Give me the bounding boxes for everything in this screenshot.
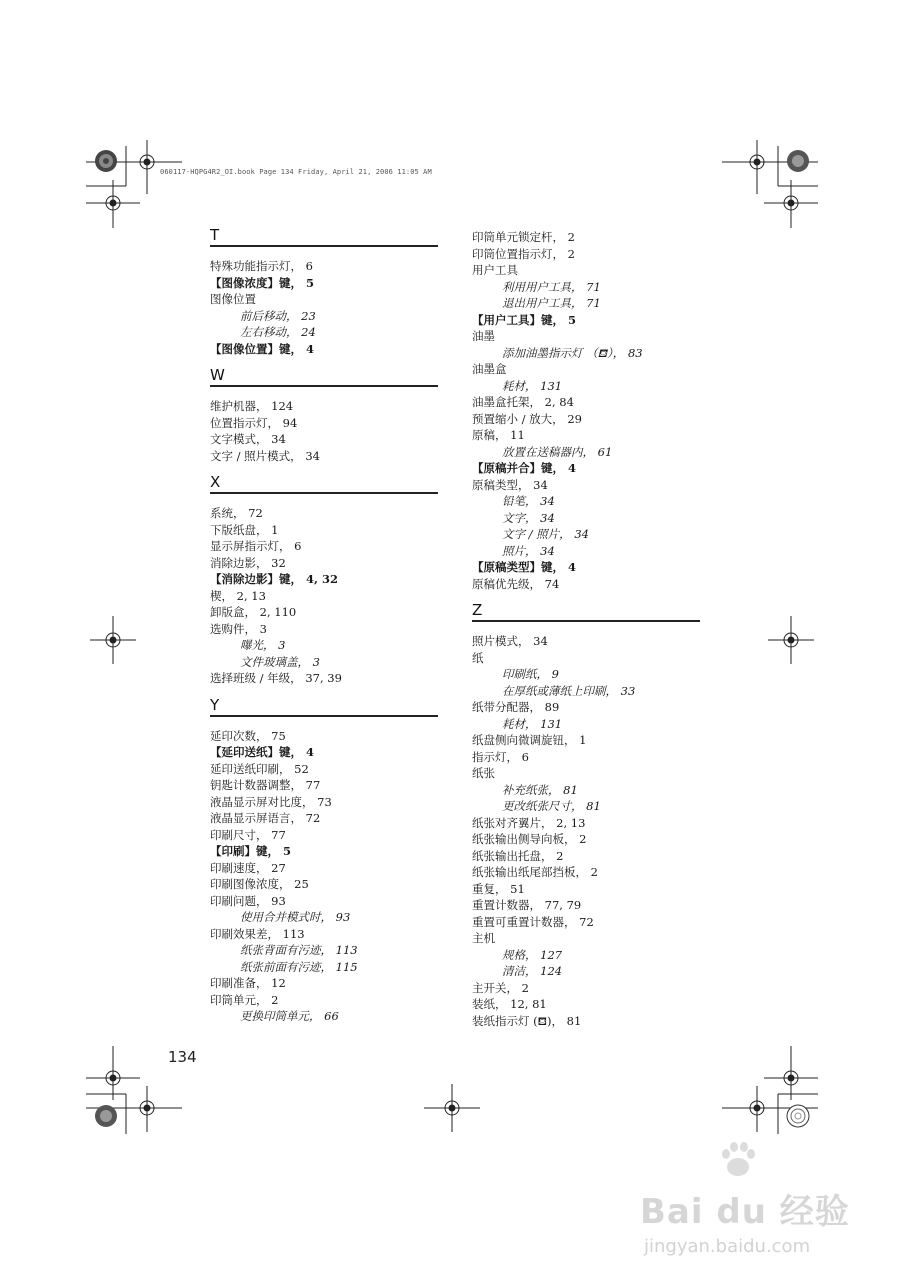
index-subentry: 耗材， 131 [502,378,563,393]
index-section [210,696,438,1025]
index-entry: 纸张输出纸尾部挡板， 2 [472,865,598,879]
index-entry: 显示屏指示灯， 6 [210,539,302,553]
section-letter-heading: T [210,226,438,247]
section-letter-heading: X [210,473,438,494]
index-entry: 楔， 2, 13 [210,588,266,603]
index-section [472,601,700,1029]
index-entry: 系统， 72 [210,506,263,520]
section-letter-heading: Y [210,696,438,717]
index-subentry: 清洁， 124 [502,964,563,978]
index-entry: 主开关， 2 [472,980,529,995]
index-subentry: 使用合并模式时， 93 [240,910,351,924]
watermark-url: jingyan.baidu.com [644,1236,811,1257]
baidu-watermark [640,1140,870,1270]
index-subentry: 左右移动， 24 [240,325,316,339]
index-section [210,473,438,687]
index-entry: 位置指示灯， 94 [210,415,298,430]
index-entry: 印筒单元， 2 [210,992,279,1007]
index-entry: 【原稿类型】键， 4 [472,560,577,574]
index-entry: 选购件， 3 [210,621,267,636]
index-entry: 维护机器， 124 [210,399,294,413]
index-column-right [472,229,700,1038]
index-subentry: 更改纸张尺寸， 81 [502,799,601,813]
index-subentry: 添加油墨指示灯 （⛾）， 83 [502,345,643,360]
watermark-brand: Bai du 经验 [640,1192,850,1232]
index-entry: 装纸， 12, 81 [472,997,547,1011]
index-subentry: 文字 / 照片， 34 [502,527,589,541]
index-entry: 印刷效果差， 113 [210,926,305,941]
index-subentry: 退出用户工具， 71 [502,296,601,310]
index-entry: 纸张输出侧导向板， 2 [472,832,587,846]
index-subentry: 规格， 127 [502,947,563,962]
index-entry: 选择班级 / 年级， 37, 39 [210,671,342,685]
index-section [472,229,700,592]
index-section [210,226,438,357]
index-entry: 钥匙计数器调整， 77 [210,778,321,792]
index-entry: 纸盘侧向微调旋钮， 1 [472,733,587,747]
index-entry: 主机 [472,931,495,945]
index-entry: 消除边影， 32 [210,555,286,570]
index-entry: 【图像浓度】键， 5 [210,275,315,290]
index-entry: 【延印送纸】键， 4 [210,745,315,759]
index-entry: 印筒单元锁定杆， 2 [472,230,575,244]
index-entry: 文字模式， 34 [210,432,286,446]
index-entry: 纸张对齐翼片， 2, 13 [472,815,586,830]
index-entry: 印刷准备， 12 [210,976,286,990]
index-entry: 延印送纸印刷， 52 [210,761,309,776]
index-entry: 指示灯， 6 [472,749,529,764]
page-number: 134 [168,1048,197,1066]
index-subentry: 利用用户工具， 71 [502,279,601,294]
index-entry: 【用户工具】键， 5 [472,312,577,327]
index-entry: 油墨盒 [472,362,507,376]
index-entry: 纸张 [472,766,495,780]
index-entry: 油墨盒托架， 2, 84 [472,395,574,409]
index-entry: 文字 / 照片模式， 34 [210,448,320,463]
index-entry: 【消除边影】键， 4, 32 [210,572,339,586]
index-subentry: 文字， 34 [502,510,555,525]
index-entry: 原稿类型， 34 [472,477,548,492]
index-entry: 重复， 51 [472,881,525,896]
section-letter-heading: Z [472,601,700,622]
index-entry: 【原稿并合】键， 4 [472,461,577,475]
index-subentry: 印刷纸， 9 [502,667,559,681]
index-entry: 液晶显示屏语言， 72 [210,811,321,825]
index-entry: 预置缩小 / 放大， 29 [472,411,582,426]
index-subentry: 照片， 34 [502,543,555,558]
index-subentry: 放置在送稿器内， 61 [502,444,613,459]
index-subentry: 纸张前面有污迹， 115 [240,959,358,974]
index-entry: 液晶显示屏对比度， 73 [210,794,332,809]
registration-mark-icon [86,140,818,1134]
index-subentry: 在厚纸或薄纸上印刷， 33 [502,683,636,698]
index-entry: 印刷速度， 27 [210,860,286,875]
index-entry: 原稿， 11 [472,428,525,442]
index-subentry: 曝光， 3 [240,638,286,652]
index-entry: 重置计数器， 77, 79 [472,898,582,912]
index-entry: 印刷尺寸， 77 [210,827,286,842]
index-entry: 纸 [472,650,484,665]
index-entry: 【印刷】键， 5 [210,844,292,858]
index-entry: 原稿优先级， 74 [472,576,560,591]
index-entry: 照片模式， 34 [472,634,548,648]
index-entry: 印刷问题， 93 [210,893,286,908]
paw-logo-icon [718,1140,758,1180]
index-entry: 延印次数， 75 [210,728,286,743]
section-letter-heading: W [210,366,438,387]
index-entry: 油墨 [472,329,495,343]
index-subentry: 铅笔， 34 [502,494,555,508]
index-entry: 装纸指示灯 (⛾)， 81 [472,1013,582,1028]
index-subentry: 耗材， 131 [502,716,563,731]
index-entry: 纸带分配器， 89 [472,700,560,714]
index-subentry: 文件玻璃盖， 3 [240,654,320,669]
index-entry: 印筒位置指示灯， 2 [472,246,575,261]
index-entry: 图像位置 [210,292,256,306]
index-subentry: 补充纸张， 81 [502,782,578,797]
file-header-line: 060117-HQPG4R2_OI.book Page 134 Friday, April 21, 2006 11:05 AM [160,168,432,176]
index-entry: 印刷图像浓度， 25 [210,877,309,891]
index-subentry: 更换印筒单元， 66 [240,1009,339,1023]
index-entry: 纸张输出托盘， 2 [472,848,564,863]
index-subentry: 前后移动， 23 [240,308,316,323]
index-entry: 重置可重置计数器， 72 [472,914,594,929]
index-entry: 用户工具 [472,263,518,277]
index-entry: 【图像位置】键， 4 [210,341,315,356]
index-column-left [210,226,438,1034]
density-disc-icon [95,150,809,1127]
index-entry: 下版纸盘， 1 [210,522,279,537]
index-section [210,366,438,464]
index-entry: 卸版盒， 2, 110 [210,605,297,619]
index-entry: 特殊功能指示灯， 6 [210,259,313,273]
index-subentry: 纸张背面有污迹， 113 [240,943,358,957]
